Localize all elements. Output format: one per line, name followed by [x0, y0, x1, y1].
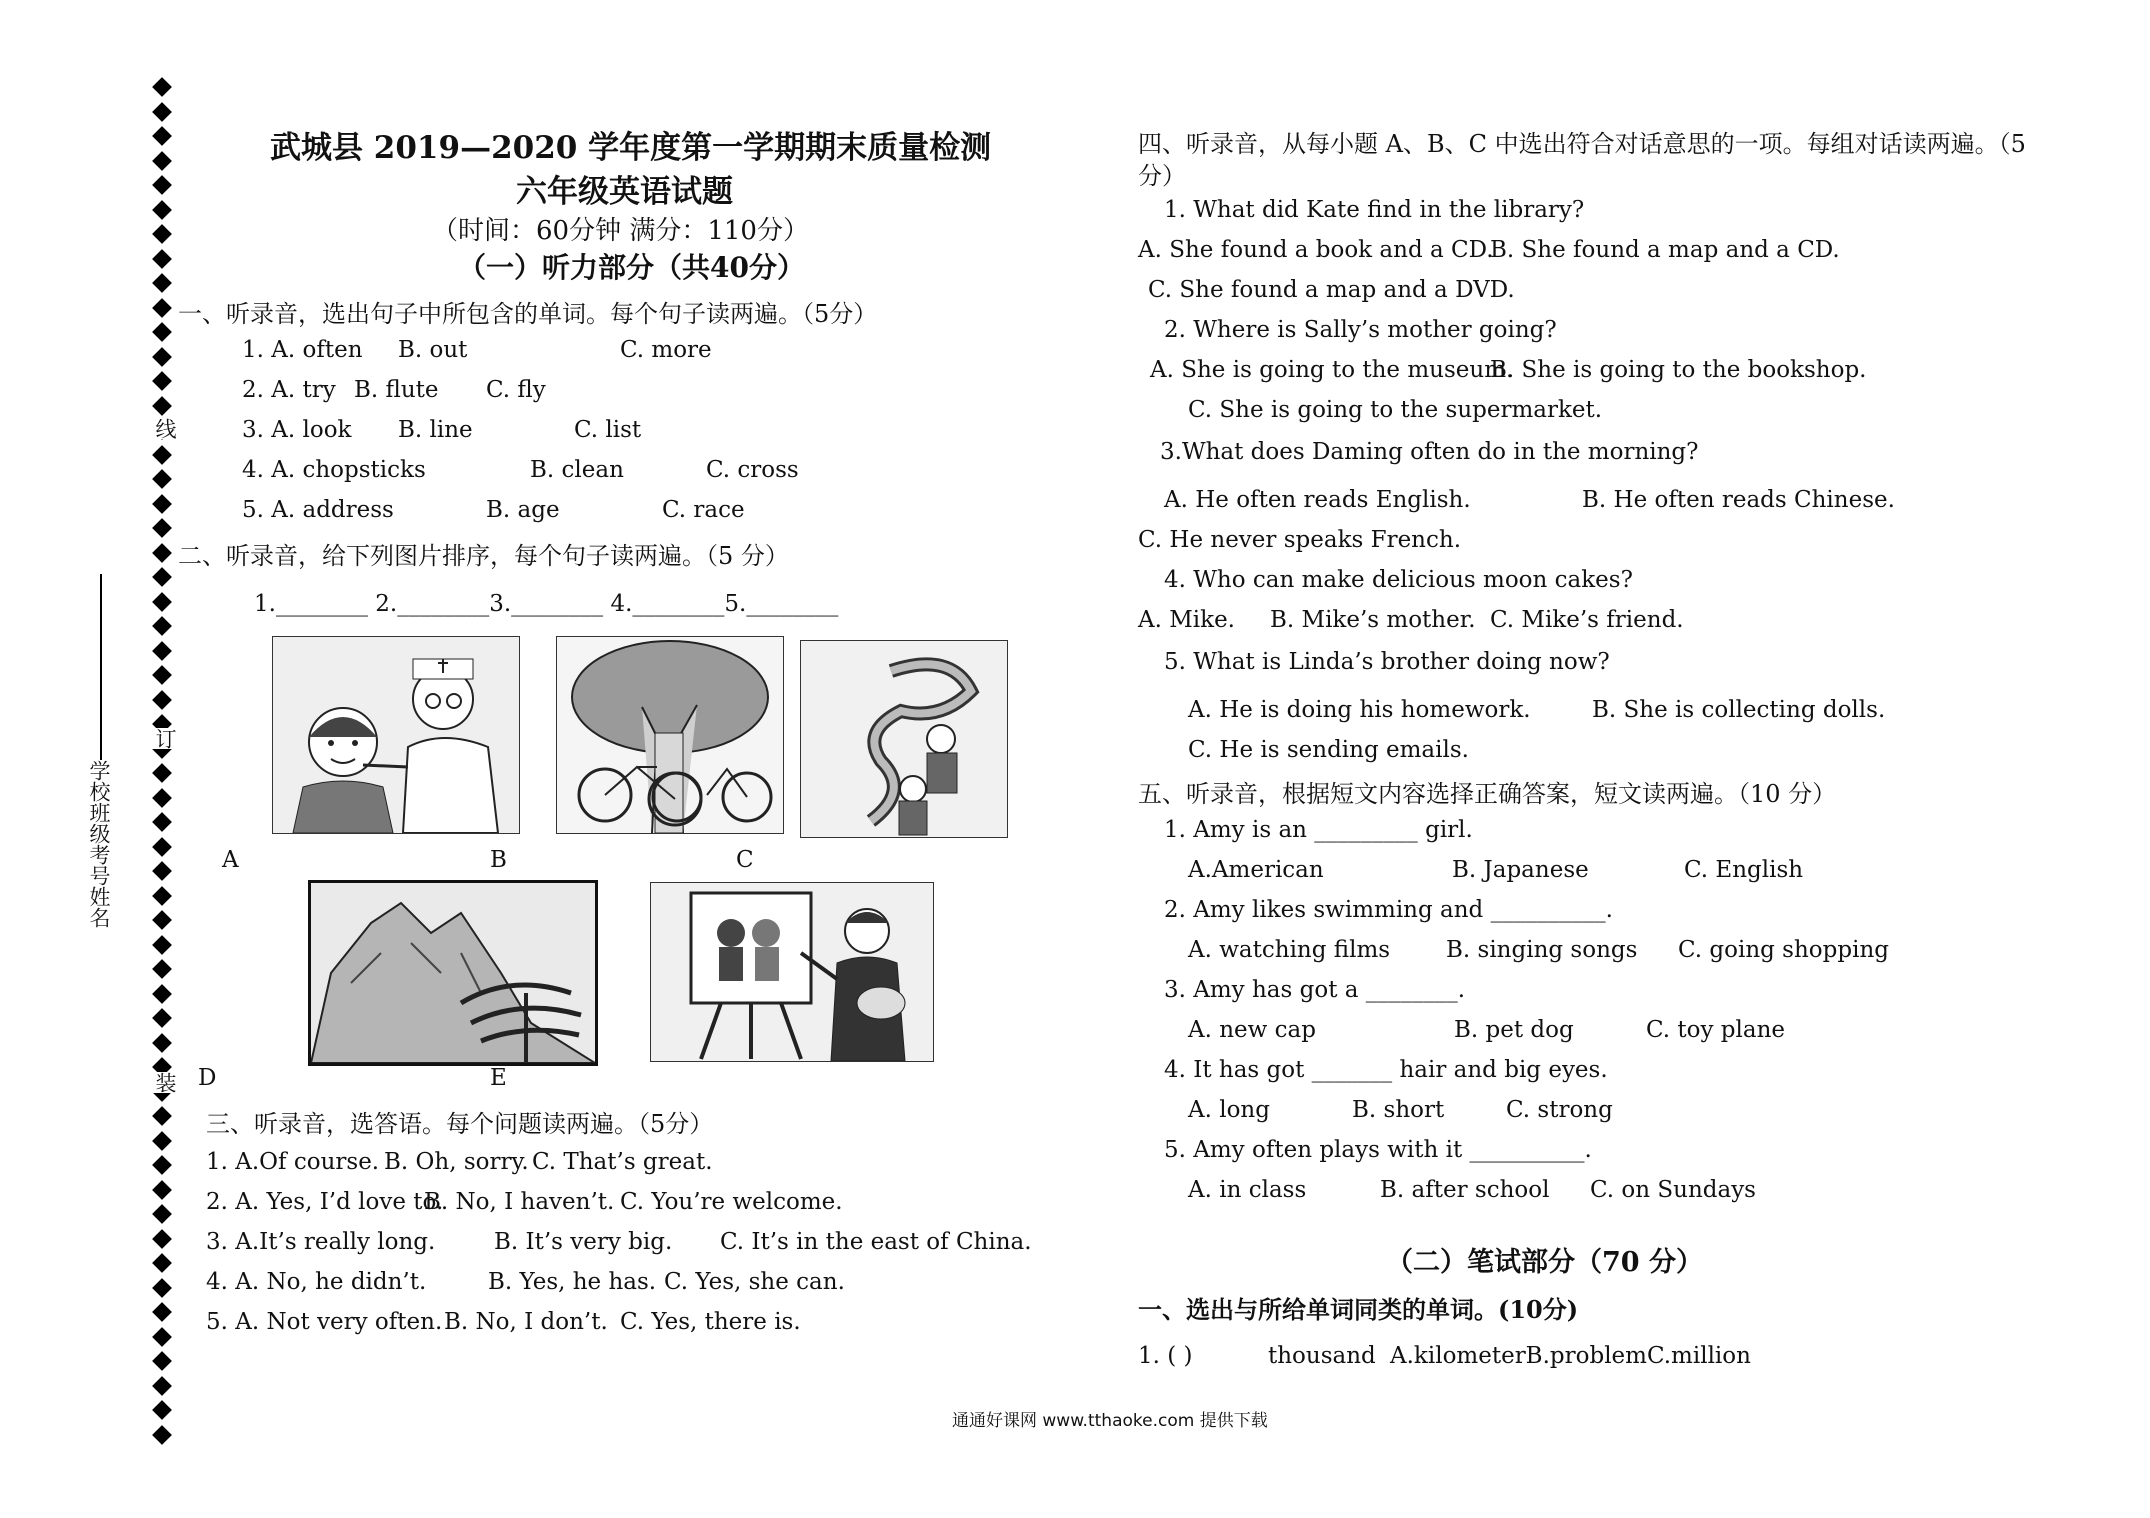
binding-diamond-border	[152, 80, 174, 1440]
binding-line-char: 线	[150, 418, 180, 439]
s4-q4-b: B. Mike’s mother.	[1270, 607, 1476, 633]
diamond-mark	[152, 1131, 172, 1151]
diamond-mark	[152, 249, 172, 269]
s4-heading-line2: 分）	[1138, 162, 1186, 190]
part2-q1-word: thousand	[1268, 1343, 1376, 1369]
diamond-mark	[152, 322, 172, 342]
s4-q5-c: C. He is sending emails.	[1188, 737, 1469, 763]
written-part-title: （二）笔试部分（70 分）	[1386, 1247, 1703, 1278]
diamond-mark	[152, 224, 172, 244]
s5-q5: 5. Amy often plays with it __________.	[1164, 1137, 1592, 1163]
s5-q4-a: A. long	[1188, 1097, 1270, 1123]
diamond-mark	[152, 102, 172, 122]
diamond-mark	[152, 592, 172, 612]
s5-q2-a: A. watching films	[1188, 937, 1391, 963]
s4-q3-a: A. He often reads English.	[1164, 487, 1471, 513]
diamond-mark	[152, 1278, 172, 1298]
s4-q2-c: C. She is going to the supermarket.	[1188, 397, 1603, 423]
diamond-mark	[152, 494, 172, 514]
s5-q1-b: B. Japanese	[1452, 857, 1589, 883]
s5-q1: 1. Amy is an _________ girl.	[1164, 817, 1473, 843]
s4-heading-line1: 四、听录音，从每小题 A、B、C 中选出符合对话意思的一项。每组对话读两遍。（5	[1138, 130, 2026, 158]
s5-q2: 2. Amy likes swimming and __________.	[1164, 897, 1613, 923]
diamond-mark	[152, 788, 172, 808]
picture-b-tree-bikes	[556, 636, 784, 834]
diamond-mark	[152, 175, 172, 195]
diamond-mark	[152, 886, 172, 906]
s2-heading: 二、听录音，给下列图片排序，每个句子读两遍。（5 分）	[178, 542, 789, 570]
student-info-label: 学校班级考号姓名	[87, 760, 111, 928]
s3-q4-b: B. Yes, he has.	[488, 1269, 657, 1295]
mountains-illustration	[311, 883, 595, 1063]
picture-label-d: D	[198, 1065, 217, 1091]
s3-q5-b: B. No, I don’t.	[444, 1309, 608, 1335]
diamond-mark	[152, 1155, 172, 1175]
s4-q3-c: C. He never speaks French.	[1138, 527, 1461, 553]
s1-q4-a: 4. A. chopsticks	[242, 457, 426, 483]
s1-q4-b: B. clean	[530, 457, 624, 483]
s1-q2-c: C. fly	[486, 377, 546, 403]
student-info-underline	[100, 574, 102, 760]
s1-q1-c: C. more	[620, 337, 712, 363]
diamond-mark	[152, 567, 172, 587]
s4-q1-c: C. She found a map and a DVD.	[1148, 277, 1515, 303]
diamond-mark	[152, 665, 172, 685]
diamond-mark	[152, 445, 172, 465]
picture-label-e: E	[490, 1065, 507, 1091]
picture-label-b: B	[490, 847, 507, 873]
doctor-patient-illustration	[273, 637, 519, 833]
s4-q5: 5. What is Linda’s brother doing now?	[1164, 649, 1610, 675]
diamond-mark	[152, 347, 172, 367]
s3-q3-c: C. It’s in the east of China.	[720, 1229, 1032, 1255]
s5-q1-c: C. English	[1684, 857, 1804, 883]
binding-zhuang-char: 装	[150, 1072, 180, 1093]
diamond-mark	[152, 396, 172, 416]
s1-heading: 一、听录音，选出句子中所包含的单词。每个句子读两遍。（5分）	[178, 300, 878, 328]
diamond-mark	[152, 151, 172, 171]
exam-title: 武城县 2019—2020 学年度第一学期期末质量检测	[270, 130, 992, 166]
s4-q1-a: A. She found a book and a CD.	[1138, 237, 1494, 263]
diamond-mark	[152, 1253, 172, 1273]
s5-q3-c: C. toy plane	[1646, 1017, 1786, 1043]
s3-heading: 三、听录音，选答语。每个问题读两遍。（5分）	[206, 1110, 714, 1138]
diamond-mark	[152, 1033, 172, 1053]
s3-q3-a: 3. A.It’s really long.	[206, 1229, 436, 1255]
s3-q2-b: B. No, I haven’t.	[424, 1189, 615, 1215]
s4-q1: 1. What did Kate find in the library?	[1164, 197, 1585, 223]
diamond-mark	[152, 1400, 172, 1420]
s3-q3-b: B. It’s very big.	[494, 1229, 673, 1255]
s1-q3-c: C. list	[574, 417, 642, 443]
s5-heading: 五、听录音，根据短文内容选择正确答案，短文读两遍。（10 分）	[1138, 780, 1837, 808]
s3-q4-a: 4. A. No, he didn’t.	[206, 1269, 427, 1295]
diamond-mark	[152, 690, 172, 710]
diamond-mark	[152, 518, 172, 538]
s1-q1-a: 1. A. often	[242, 337, 363, 363]
s3-q5-c: C. Yes, there is.	[620, 1309, 801, 1335]
s1-q5-a: 5. A. address	[242, 497, 394, 523]
s3-q1-c: C. That’s great.	[532, 1149, 713, 1175]
s1-q5-c: C. race	[662, 497, 745, 523]
s4-q4-a: A. Mike.	[1138, 607, 1235, 633]
diamond-mark	[152, 861, 172, 881]
picture-d-mountains	[308, 880, 598, 1066]
diamond-mark	[152, 616, 172, 636]
diamond-mark	[152, 837, 172, 857]
part2-q1-options: A.kilometerB.problemC.million	[1390, 1343, 1751, 1369]
s5-q5-c: C. on Sundays	[1590, 1177, 1756, 1203]
s5-q3-a: A. new cap	[1188, 1017, 1316, 1043]
s4-q2: 2. Where is Sally’s mother going?	[1164, 317, 1557, 343]
s3-q4-c: C. Yes, she can.	[664, 1269, 845, 1295]
s2-answer-blanks: 1.________ 2.________3.________ 4.________5.________	[254, 591, 839, 617]
picture-label-c: C	[736, 847, 754, 873]
s3-q5-a: 5. A. Not very often.	[206, 1309, 443, 1335]
diamond-mark	[152, 1351, 172, 1371]
diamond-mark	[152, 984, 172, 1004]
diamond-mark	[152, 1204, 172, 1224]
s1-q1-b: B. out	[398, 337, 468, 363]
s4-q1-b: B. She found a map and a CD.	[1490, 237, 1840, 263]
diamond-mark	[152, 200, 172, 220]
s5-q1-a: A.American	[1188, 857, 1324, 883]
diamond-mark	[152, 910, 172, 930]
tree-bikes-illustration	[557, 637, 783, 833]
diamond-mark	[152, 1008, 172, 1028]
diamond-mark	[152, 1425, 172, 1445]
diamond-mark	[152, 469, 172, 489]
s5-q3-b: B. pet dog	[1454, 1017, 1574, 1043]
exam-info: （时间：60分钟 满分：110分）	[432, 216, 809, 246]
diamond-mark	[152, 812, 172, 832]
diamond-mark	[152, 1229, 172, 1249]
s3-q1-b: B. Oh, sorry.	[384, 1149, 529, 1175]
picture-label-a: A	[222, 847, 239, 873]
diamond-mark	[152, 1302, 172, 1322]
diamond-mark	[152, 371, 172, 391]
listening-part-title: （一）听力部分（共40分）	[458, 251, 805, 284]
diamond-mark	[152, 298, 172, 318]
s1-q5-b: B. age	[486, 497, 560, 523]
s4-q3-b: B. He often reads Chinese.	[1582, 487, 1895, 513]
s5-q4-b: B. short	[1352, 1097, 1445, 1123]
picture-a-doctor-patient	[272, 636, 520, 834]
page-footer: 通通好课网 www.tthaoke.com 提供下载	[952, 1411, 1268, 1431]
diamond-mark	[152, 1376, 172, 1396]
s1-q4-c: C. cross	[706, 457, 799, 483]
picture-c-dragon-dance	[800, 640, 1008, 838]
s3-q2-c: C. You’re welcome.	[620, 1189, 843, 1215]
s5-q2-b: B. singing songs	[1446, 937, 1638, 963]
s5-q4-c: C. strong	[1506, 1097, 1613, 1123]
s1-q3-b: B. line	[398, 417, 473, 443]
binding-ding-char: 订	[150, 728, 180, 749]
s1-q3-a: 3. A. look	[242, 417, 352, 443]
s1-q2-a: 2. A. try	[242, 377, 336, 403]
s5-q3: 3. Amy has got a ________.	[1164, 977, 1466, 1003]
s4-q3: 3.What does Daming often do in the morning?	[1160, 439, 1699, 465]
diamond-mark	[152, 641, 172, 661]
diamond-mark	[152, 935, 172, 955]
s5-q5-a: A. in class	[1188, 1177, 1307, 1203]
diamond-mark	[152, 77, 172, 97]
s4-q5-b: B. She is collecting dolls.	[1592, 697, 1886, 723]
part2-s1-heading: 一、选出与所给单词同类的单词。(10分)	[1138, 1295, 1579, 1324]
exam-subtitle: 六年级英语试题	[516, 174, 733, 210]
s4-q2-b: B. She is going to the bookshop.	[1490, 357, 1867, 383]
s4-q5-a: A. He is doing his homework.	[1188, 697, 1531, 723]
diamond-mark	[152, 1106, 172, 1126]
dragon-dance-illustration	[801, 641, 1007, 837]
diamond-mark	[152, 1327, 172, 1347]
diamond-mark	[152, 543, 172, 563]
diamond-mark	[152, 959, 172, 979]
s5-q5-b: B. after school	[1380, 1177, 1550, 1203]
s4-q4-c: C. Mike’s friend.	[1490, 607, 1684, 633]
s1-q2-b: B. flute	[354, 377, 439, 403]
picture-e-painting	[650, 882, 934, 1062]
diamond-mark	[152, 273, 172, 293]
diamond-mark	[152, 763, 172, 783]
s5-q2-c: C. going shopping	[1678, 937, 1889, 963]
s4-q2-a: A. She is going to the museum.	[1150, 357, 1514, 383]
diamond-mark	[152, 1180, 172, 1200]
s4-q4: 4. Who can make delicious moon cakes?	[1164, 567, 1633, 593]
s5-q4: 4. It has got _______ hair and big eyes.	[1164, 1057, 1608, 1083]
diamond-mark	[152, 126, 172, 146]
painting-illustration	[651, 883, 933, 1061]
s3-q2-a: 2. A. Yes, I’d love to.	[206, 1189, 444, 1215]
s3-q1-a: 1. A.Of course.	[206, 1149, 380, 1175]
part2-q1-number: 1. ( )	[1138, 1343, 1193, 1369]
